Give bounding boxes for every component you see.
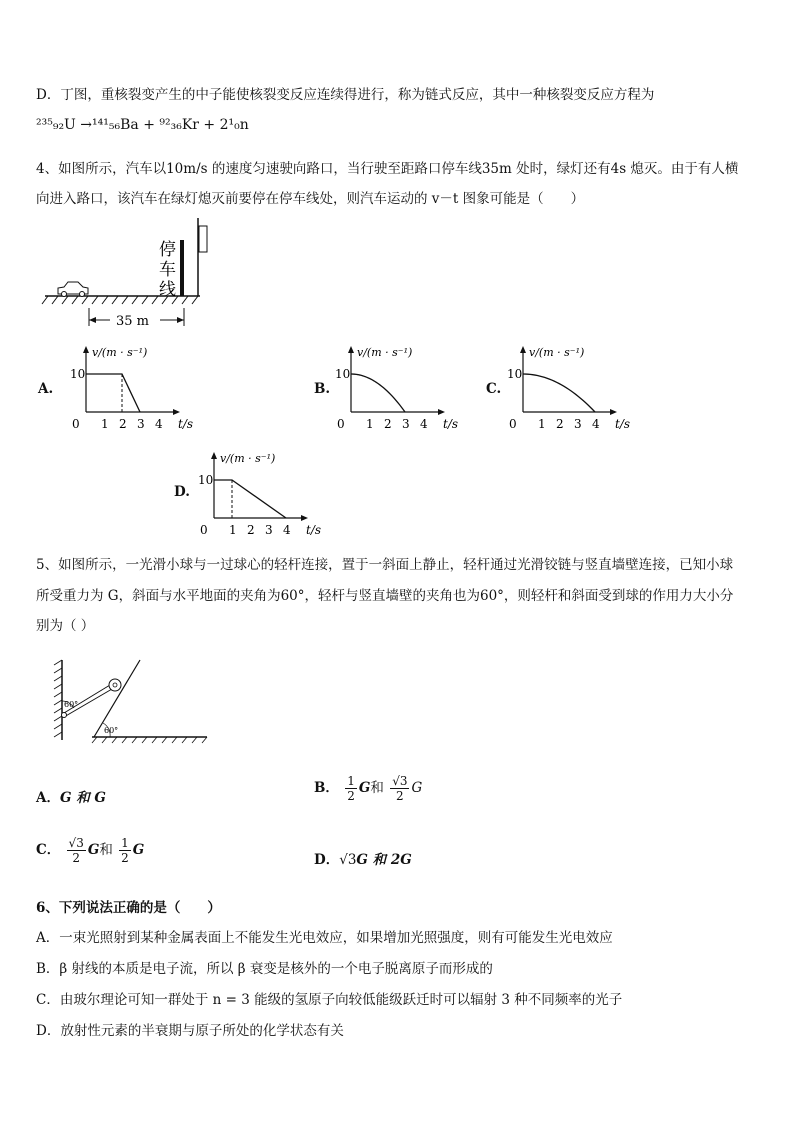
t-tick-label: 1 (101, 417, 109, 431)
v-value-label: 10 (507, 367, 523, 381)
t-tick-label: 1 (538, 417, 546, 431)
vt-curve (351, 374, 405, 412)
vt-curve (86, 374, 140, 412)
svg-text:车: 车 (159, 260, 176, 280)
q5-stem-line2: 所受重力为 G，斜面与水平地面的夹角为60°，轻杆与竖直墙壁的夹角也为60°，则轻杆和斜面受到球的作用力大小分 (36, 588, 734, 604)
t-axis-label: t/s (306, 523, 322, 537)
vt-curve (523, 374, 595, 412)
vt-curve (214, 480, 286, 518)
q4-stem-line2: 向进入路口，该汽车在绿灯熄灭前要停在停车线处，则汽车运动的 v－t 图象可能是（ ） (36, 191, 585, 207)
q3-option-d: D．丁图，重核裂变产生的中子能使核裂变反应连续得进行，称为链式反应，其中一种核裂变反应方程为 (36, 87, 655, 103)
q4-option-c-label: C. (486, 381, 502, 397)
t-tick-label: 0 (509, 417, 517, 431)
q5-option-a: A．G 和 G (36, 790, 106, 806)
t-tick-label: 3 (137, 417, 145, 431)
q5-stem-line3: 别为（ ） (36, 618, 95, 634)
car-icon (58, 282, 88, 297)
vt-graph-d (198, 446, 348, 546)
q5-option-c: C． $\frac{√3}{2}$ G和 $\frac{1}{2}$ G (36, 836, 145, 865)
q4-stem-line1: 4、如图所示，汽车以10m/s 的速度匀速驶向路口，当行驶至距路口停车线35m 处时，绿灯还有4s 熄灭。由于有人横 (36, 161, 739, 177)
t-tick-label: 2 (119, 417, 127, 431)
t-tick-label: 3 (265, 523, 273, 537)
distance-label: 35 m (116, 314, 150, 329)
t-tick-label: 1 (229, 523, 237, 537)
q6-stem: 6、下列说法正确的是（ ） (36, 900, 221, 916)
t-tick-label: 4 (155, 417, 163, 431)
t-tick-label: 1 (366, 417, 374, 431)
q4-option-b-label: B. (314, 381, 331, 397)
q5-option-b: B． $\frac{1}{2}$ G和 $\frac{√3}{2}$ G (314, 774, 423, 803)
v-value-label: 10 (335, 367, 351, 381)
t-axis-label: t/s (178, 417, 194, 431)
vt-graph-c (507, 340, 647, 440)
t-tick-label: 2 (247, 523, 255, 537)
q6-option-d: D．放射性元素的半衰期与原子所处的化学状态有关 (36, 1023, 344, 1039)
t-tick-label: 0 (200, 523, 208, 537)
t-tick-label: 4 (420, 417, 428, 431)
t-tick-label: 0 (337, 417, 345, 431)
t-tick-label: 3 (574, 417, 582, 431)
svg-text:停: 停 (159, 240, 176, 260)
v-axis-label: v/(m · s⁻¹) (220, 452, 276, 465)
t-tick-label: 3 (402, 417, 410, 431)
q4-option-a-label: A. (38, 381, 54, 397)
t-tick-label: 0 (72, 417, 80, 431)
q4-option-d-label: D. (174, 484, 190, 500)
q6-option-b: B．β 射线的本质是电子流，所以 β 衰变是核外的一个电子脱离原子而形成的 (36, 961, 493, 977)
q6-option-a: A．一束光照射到某种金属表面上不能发生光电效应，如果增加光照强度，则有可能发生光电效应 (36, 930, 613, 946)
t-tick-label: 2 (384, 417, 392, 431)
ball-rod-incline-figure (52, 655, 212, 750)
v-value-label: 10 (198, 473, 214, 487)
v-axis-label: v/(m · s⁻¹) (92, 346, 148, 359)
t-tick-label: 4 (283, 523, 291, 537)
stop-line-scene-figure (40, 218, 220, 336)
svg-text:线: 线 (159, 280, 176, 300)
v-axis-label: v/(m · s⁻¹) (529, 346, 585, 359)
t-tick-label: 4 (592, 417, 600, 431)
fission-equation: ²³⁵₉₂U →¹⁴¹₅₆Ba + ⁹²₃₆Kr + 2¹₀n (36, 117, 249, 133)
angle-wall-label: 60° (64, 700, 79, 709)
angle-incline-label: 60° (104, 726, 119, 735)
vt-graph-a (70, 340, 210, 440)
q6-option-c: C．由玻尔理论可知一群处于 n = 3 能级的氢原子向较低能级跃迁时可以辐射 3 种不同频率的光子 (36, 992, 623, 1008)
v-value-label: 10 (70, 367, 86, 381)
vt-graph-b (335, 340, 475, 440)
t-axis-label: t/s (443, 417, 459, 431)
q5-option-d: D．√3G 和 2G (314, 852, 412, 868)
t-axis-label: t/s (615, 417, 631, 431)
q5-stem-line1: 5、如图所示，一光滑小球与一过球心的轻杆连接，置于一斜面上静止，轻杆通过光滑铰链与竖直墙壁连接，已知小球 (36, 557, 734, 573)
t-tick-label: 2 (556, 417, 564, 431)
v-axis-label: v/(m · s⁻¹) (357, 346, 413, 359)
